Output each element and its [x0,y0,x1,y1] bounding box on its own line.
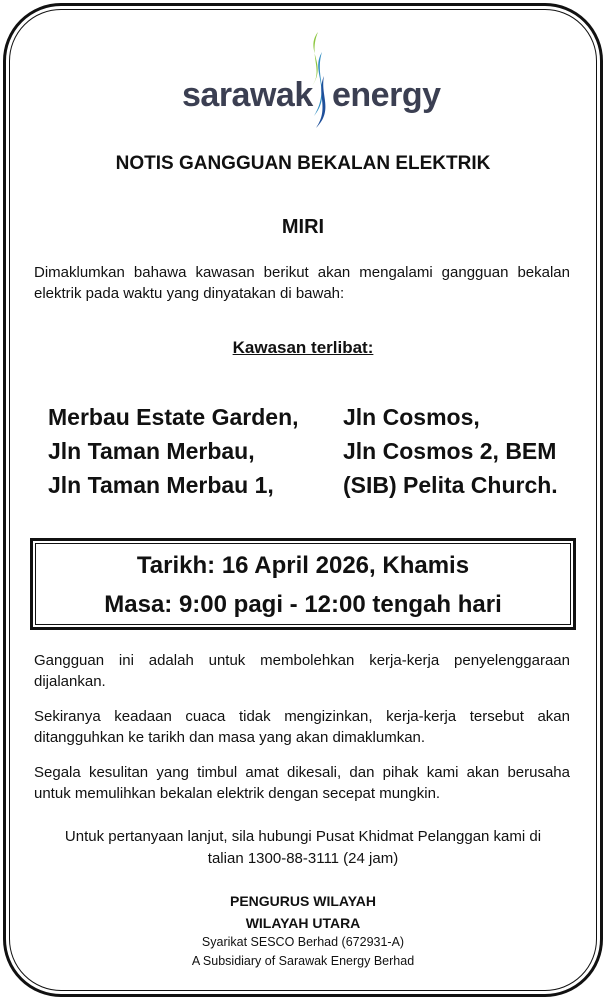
contact-line: Untuk pertanyaan lanjut, sila hubungi Pusat Khidmat Pelanggan kami di [64,828,542,845]
contact-info [0,826,606,870]
area-item: Jln Cosmos, [343,404,480,430]
maintenance-paragraph: Gangguan ini adalah untuk membolehkan kerja-kerja penyelenggaraan dijalankan. [34,652,570,690]
company-name: Syarikat SESCO Berhad (672931-A) [201,935,405,949]
logo-text-sarawak: sarawak [182,76,313,114]
intro-paragraph: Dimaklumkan bahawa kawasan berikut akan mengalami gangguan bekalan elektrik pada waktu yang dinyatakan di bawah: [34,264,570,302]
area-item: Jln Taman Merbau 1, [48,472,274,498]
area-item: Merbau Estate Garden, [48,404,299,430]
weather-paragraph: Sekiranya keadaan cuaca tidak mengizinkan, kerja-kerja tersebut akan ditangguhkan ke tarikh dan masa yang akan dimaklumkan. [34,708,570,746]
notice-title: NOTIS GANGGUAN BEKALAN ELEKTRIK [115,153,491,174]
area-item: (SIB) Pelita Church. [343,472,558,498]
affected-areas-heading: Kawasan terlibat: [232,338,374,357]
affected-areas-left-column [48,400,299,502]
logo-text-energy: energy [332,76,441,114]
outage-time: Masa: 9:00 pagi - 12:00 tengah hari [104,591,502,618]
swoosh-logo-icon [298,30,334,130]
signatory-title: PENGURUS WILAYAH [230,893,376,909]
area-item: Jln Cosmos 2, BEM [343,438,557,464]
company-parent: A Subsidiary of Sarawak Energy Berhad [191,954,415,968]
area-item: Jln Taman Merbau, [48,438,255,464]
outage-date: Tarikh: 16 April 2026, Khamis [136,552,470,579]
signatory-region: WILAYAH UTARA [245,915,361,931]
region-heading: MIRI [281,216,325,238]
affected-areas-right-column [343,400,558,502]
apology-paragraph: Segala kesulitan yang timbul amat dikesali, dan pihak kami akan berusaha untuk memulihkan bekalan elektrik dengan secepat mungkin. [34,764,570,802]
contact-phone: talian 1300-88-3111 (24 jam) [207,850,399,867]
